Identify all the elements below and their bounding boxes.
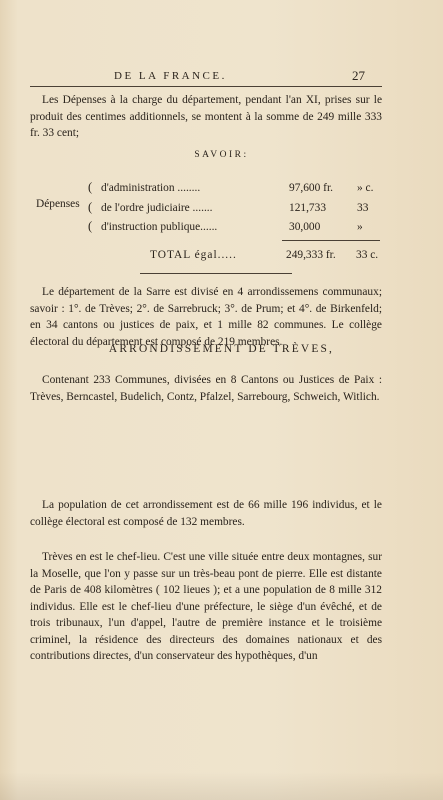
running-title: DE LA FRANCE. (114, 70, 227, 82)
expense-row (101, 202, 391, 218)
total-amount: 249,333 fr. (286, 249, 336, 261)
section-divider (140, 273, 292, 274)
expense-row-amount: 30,000 (289, 221, 321, 233)
intro-paragraph: Les Dépenses à la charge du département, pendant l'an XI, prises sur le produit des centimes additionnels, se montent à la somme de 249 mille 333 fr. 33 cent; (30, 94, 382, 139)
page-number: 27 (352, 68, 365, 83)
expense-row-label: d'instruction publique...... (101, 221, 218, 233)
expense-row-fraction: 33 (357, 202, 369, 214)
sum-rule (282, 240, 380, 241)
treves-paragraph: Trèves en est le chef-lieu. C'est une ville située entre deux montagnes, sur la Moselle, que l'on y passe sur un très-beau pont de pierre. Elle est distante de Paris de 408 kilomètres ( 102 lieues ); et a une population de 8 mille 312 individus. Elle est le chef-lieu d'une préfecture, le siège d'un évêché, et de trois tribunaux, l'un d'appel, l'autre de première instance et le troisième criminel, la résidence des directeurs des domaines nationaux et des contributions directes, d'un conservateur des hypothèques, d'un (30, 551, 382, 662)
brace-middle: ( (88, 200, 93, 214)
expense-row-label: de l'ordre judiciaire ....... (101, 202, 213, 214)
page-edge-shadow (0, 772, 443, 800)
expense-row-label: d'administration ........ (101, 182, 201, 194)
arrondissement-heading: ARRONDISSEMENT DE TRÈVES, (108, 343, 335, 355)
expense-total (150, 249, 390, 265)
sarre-paragraph: Le département de la Sarre est divisé en 4 arrondissemens communaux; savoir : 1°. de Trèves; 2°. de Sarrebruck; 3°. de Prum; et 4°. de Birkenfeld; en 34 cantons ou justices de paix, et 1 mille 82 communes. Le collège électoral du département est composé de 219 membres. (30, 286, 382, 348)
header-rule (30, 86, 382, 87)
running-header (0, 70, 443, 90)
brace-bottom: ( (88, 219, 93, 233)
expense-row (101, 182, 391, 198)
brace-top: ( (88, 180, 93, 194)
expense-row-amount: 121,733 (289, 202, 327, 214)
savoir-heading: SAVOIR: (194, 150, 249, 160)
total-label: TOTAL égal..... (150, 249, 237, 261)
expense-row-fraction: » (357, 221, 363, 233)
expenses-label: Dépenses (36, 198, 80, 210)
expense-row-amount: 97,600 fr. (289, 182, 333, 194)
expense-row-fraction: » c. (357, 182, 374, 194)
total-fraction: 33 c. (356, 249, 379, 261)
contenant-paragraph: Contenant 233 Communes, divisées en 8 Cantons ou Justices de Paix : Trèves, Berncastel, Budelich, Contz, Pfalzel, Sarrebourg, Schweich, Witlich. (30, 374, 382, 403)
population-paragraph: La population de cet arrondissement est de 66 mille 196 individus, et le collège électoral est composé de 132 membres. (30, 499, 382, 528)
expense-row (101, 221, 391, 237)
